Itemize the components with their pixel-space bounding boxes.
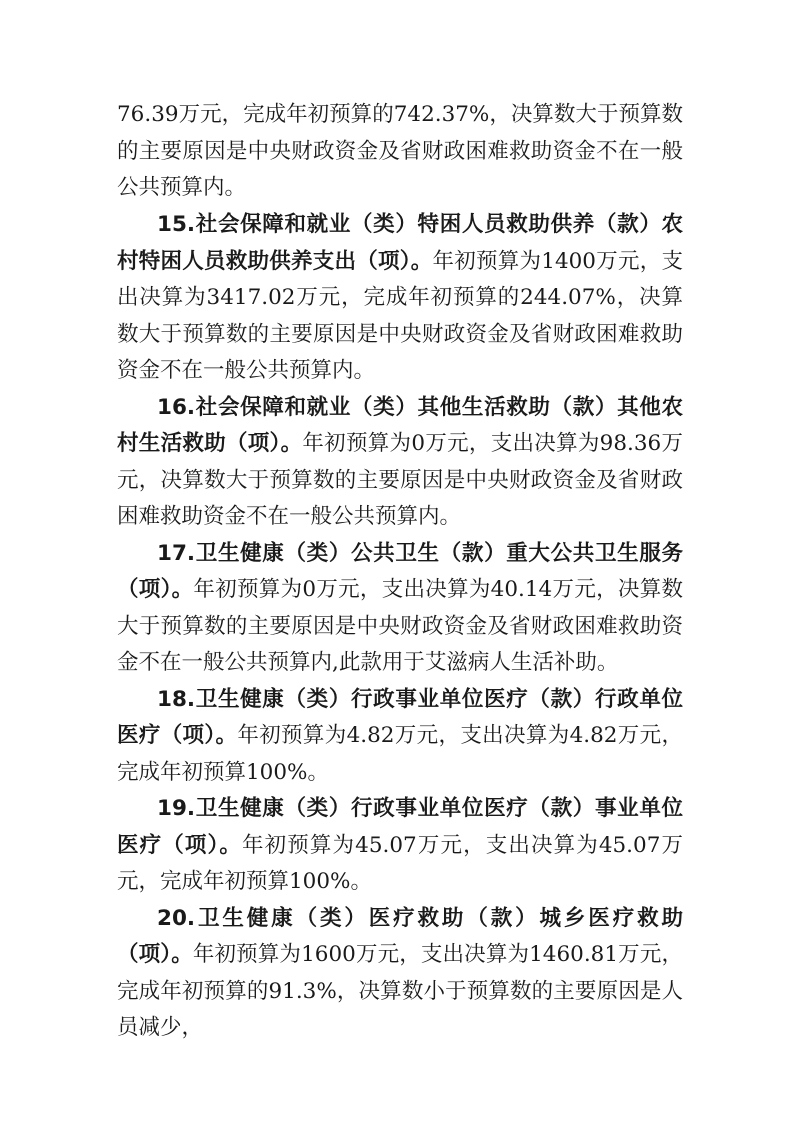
paragraph-16 [117, 390, 683, 536]
paragraph-heading: 20.卫生健康（类）医疗救助（款）城乡医疗救助（项）。 [117, 905, 683, 967]
paragraph-19 [117, 791, 683, 901]
paragraph-heading: 16.社会保障和就业（类）其他生活救助（款）其他农村生活救助（项）。 [117, 394, 683, 456]
paragraph-heading: 18.卫生健康（类）行政事业单位医疗（款）行政单位医疗（项）。 [117, 686, 683, 748]
paragraph-18 [117, 682, 683, 792]
paragraph-15 [117, 207, 683, 390]
paragraph-17 [117, 536, 683, 682]
paragraph-heading: 17.卫生健康（类）公共卫生（款）重大公共卫生服务（项）。 [117, 540, 683, 602]
paragraph-body: 年初预算为0万元，支出决算为40.14万元，决算数大于预算数的主要原因是中央财政资金及省财政困难救助资金不在一般公共预算内,此款用于艾滋病人生活补助。 [117, 577, 683, 675]
paragraph-heading: 15.社会保障和就业（类）特困人员救助供养（款）农村特困人员救助供养支出（项）。 [117, 212, 683, 274]
document-page [117, 97, 683, 1047]
paragraph-body: 年初预算为0万元，支出决算为98.36万元，决算数大于预算数的主要原因是中央财政资金及省财政困难救助资金不在一般公共预算内。 [117, 431, 683, 529]
paragraph-heading: 19.卫生健康（类）行政事业单位医疗（款）事业单位医疗（项）。 [117, 796, 683, 858]
paragraph-body: 年初预算为1600万元，支出决算为1460.81万元，完成年初预算的91.3%，决算数小于预算数的主要原因是人员减少， [117, 942, 683, 1040]
paragraph-body: 年初预算为4.82万元，支出决算为4.82万元，完成年初预算100%。 [117, 723, 683, 785]
paragraph-body: 76.39万元，完成年初预算的742.37%，决算数大于预算数的主要原因是中央财政资金及省财政困难救助资金不在一般公共预算内。 [117, 102, 683, 200]
paragraph-body: 年初预算为1400万元，支出决算为3417.02万元，完成年初预算的244.07%，决算数大于预算数的主要原因是中央财政资金及省财政困难救助资金不在一般公共预算内。 [117, 248, 683, 383]
paragraph-20 [117, 901, 683, 1047]
paragraph-body: 年初预算为45.07万元，支出决算为45.07万元，完成年初预算100%。 [117, 832, 683, 894]
paragraph-continued [117, 97, 683, 207]
